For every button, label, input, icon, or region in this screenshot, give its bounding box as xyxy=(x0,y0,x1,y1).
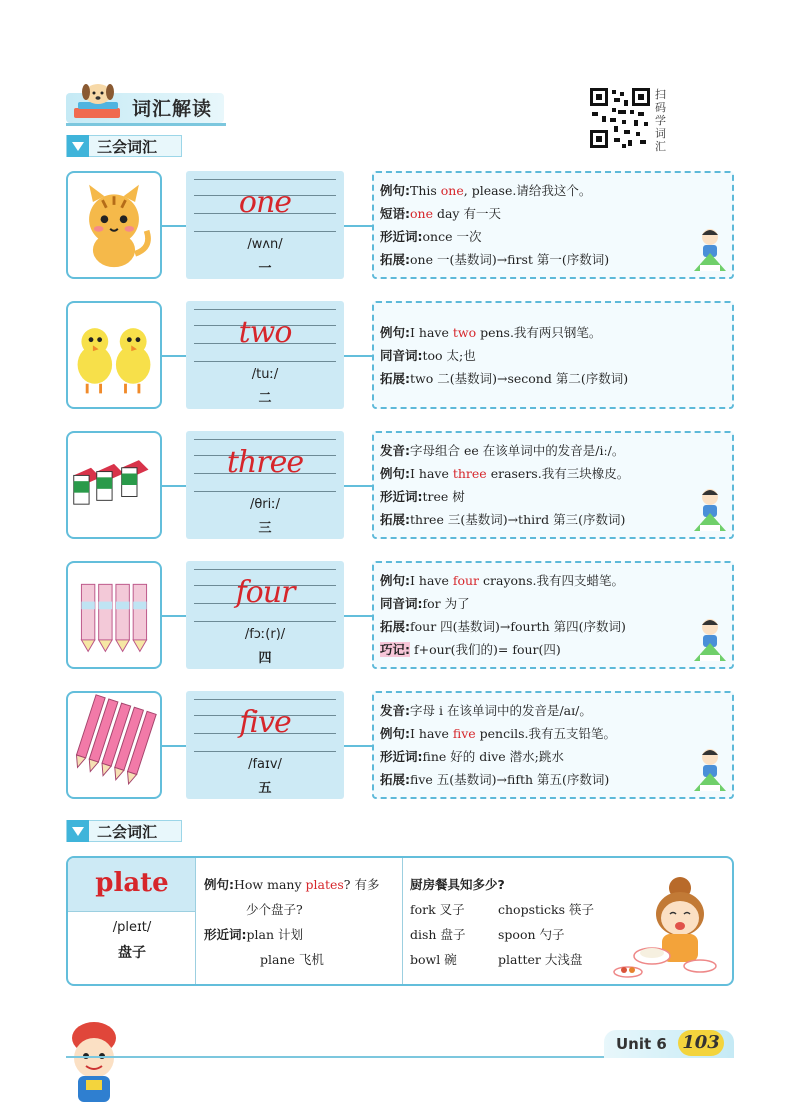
note-text: , please.请给我这个。 xyxy=(463,183,592,198)
note-line xyxy=(380,367,680,390)
connector-line xyxy=(160,355,188,357)
note-label: 拓展: xyxy=(380,619,410,634)
chinese-meaning: 四 xyxy=(258,651,272,666)
notes-box xyxy=(372,301,734,409)
plate-phonetic: /pleɪt/ xyxy=(112,920,152,935)
plate-word-cell xyxy=(68,858,196,912)
highlight-word: one xyxy=(410,206,433,221)
connector-line xyxy=(344,615,372,617)
kitchen-items xyxy=(410,897,610,972)
note-label: 例句: xyxy=(380,573,410,588)
note-label: 例句: xyxy=(380,466,410,481)
kid-on-letter-a-icon xyxy=(692,487,728,533)
note-label: 形近词: xyxy=(380,749,423,764)
note-label: 拓展: xyxy=(380,512,410,527)
page-number: 103 xyxy=(678,1030,724,1056)
note-line xyxy=(380,321,680,344)
note-label: 发音: xyxy=(380,703,410,718)
kitchen-item: bowl 碗 xyxy=(410,952,457,967)
chicks-icon xyxy=(66,301,162,409)
note-line xyxy=(380,225,680,248)
note-text: crayons.我有四支蜡笔。 xyxy=(479,573,624,588)
note-line xyxy=(380,179,680,202)
erasers-icon xyxy=(66,431,162,539)
note-text: I have xyxy=(410,573,453,588)
kitchen-item: fork 叉子 xyxy=(410,902,465,917)
connector-line xyxy=(160,745,188,747)
kitchen-item: chopsticks 筷子 xyxy=(498,902,594,917)
cat-icon xyxy=(66,171,162,279)
section-two-skill xyxy=(66,820,182,842)
note-line xyxy=(380,248,680,271)
phonetic: /tuː/ xyxy=(251,367,279,382)
section-three-skill xyxy=(66,135,182,157)
notes-box xyxy=(372,561,734,669)
kitchen-item: dish 盘子 xyxy=(410,927,466,942)
chinese-meaning: 五 xyxy=(258,781,272,796)
note-line xyxy=(380,439,680,462)
highlight-word: four xyxy=(452,573,480,588)
connector-line xyxy=(160,615,188,617)
connector-line xyxy=(160,225,188,227)
plate-word: plate xyxy=(95,868,169,898)
note-line xyxy=(380,202,680,225)
kitchen-panel xyxy=(410,872,610,972)
plate-notes xyxy=(204,872,400,972)
word-card xyxy=(186,431,344,539)
phonetic: /fɔː(r)/ xyxy=(244,627,286,642)
highlight-word: one xyxy=(440,183,464,198)
connector-line xyxy=(344,745,372,747)
note-text: 字母组合 ee 在该单词中的发音是/iː/。 xyxy=(410,443,625,458)
chinese-meaning: 二 xyxy=(258,391,272,406)
kid-on-letter-a-icon xyxy=(692,747,728,793)
note-line xyxy=(380,768,680,791)
word-card xyxy=(186,691,344,799)
note-text: f+our(我们的)= four(四) xyxy=(410,642,561,657)
note-text: pens.我有两只钢笔。 xyxy=(476,325,602,340)
note-text: five 五(基数词)→fifth 第五(序数词) xyxy=(410,772,610,787)
phonetic: /faɪv/ xyxy=(248,757,282,772)
section-title: 三会词汇 xyxy=(97,137,158,156)
note-label: 例句: xyxy=(380,726,410,741)
note-line xyxy=(380,344,680,367)
note-label: 形近词: xyxy=(380,229,423,244)
note-label: 短语: xyxy=(380,206,410,221)
note-text: fine 好的 dive 潜水;跳水 xyxy=(422,749,564,764)
note-line xyxy=(380,745,680,768)
connector-line xyxy=(160,485,188,487)
girl-eating-icon xyxy=(608,874,728,984)
note-text: day 有一天 xyxy=(432,206,501,221)
triangle-down-icon xyxy=(67,135,89,157)
highlight-word: two xyxy=(452,325,477,340)
page-title: 词汇解读 xyxy=(132,98,213,120)
note-text: erasers.我有三块橡皮。 xyxy=(486,466,630,481)
note-line xyxy=(380,699,680,722)
vocab-word: two xyxy=(238,315,292,350)
plate-example-line2: 少个盘子? xyxy=(246,902,303,917)
plate-meaning: 盘子 xyxy=(118,945,146,961)
note-label: 形近词: xyxy=(380,489,423,504)
highlight-word: three xyxy=(452,466,487,481)
vocab-word: four xyxy=(235,575,295,610)
note-label: 同音词: xyxy=(380,348,423,363)
pencils-icon xyxy=(66,691,162,799)
notes-box xyxy=(372,691,734,799)
crayons-icon xyxy=(66,561,162,669)
connector-line xyxy=(344,485,372,487)
plate-info-cell xyxy=(68,912,196,986)
note-text: too 太;也 xyxy=(422,348,476,363)
connector-line xyxy=(344,355,372,357)
kitchen-title: 厨房餐具知多少? xyxy=(410,877,505,892)
note-text: once 一次 xyxy=(422,229,482,244)
note-text: one 一(基数词)→first 第一(序数词) xyxy=(410,252,610,267)
notes-box xyxy=(372,431,734,539)
vocab-word: three xyxy=(226,445,304,480)
note-label: 例句: xyxy=(380,325,410,340)
notes-box xyxy=(372,171,734,279)
note-label: 例句: xyxy=(380,183,410,198)
note-text: I have xyxy=(410,726,453,741)
note-text: This xyxy=(410,183,441,198)
connector-line xyxy=(344,225,372,227)
kitchen-item: spoon 勺子 xyxy=(498,927,565,942)
triangle-down-icon xyxy=(67,820,89,842)
unit-label: Unit 6 xyxy=(616,1035,667,1053)
vocab-word: five xyxy=(239,705,291,740)
header-underline xyxy=(66,123,226,126)
note-line xyxy=(380,462,680,485)
note-text: four 四(基数词)→fourth 第四(序数词) xyxy=(410,619,626,634)
note-line xyxy=(380,592,680,615)
plate-example: 例句:How many plates? 有多 xyxy=(204,877,380,892)
chinese-meaning: 三 xyxy=(258,521,272,536)
note-line xyxy=(380,485,680,508)
highlight-word: five xyxy=(452,726,476,741)
plate-card xyxy=(66,856,734,986)
note-text: I have xyxy=(410,466,453,481)
word-card xyxy=(186,561,344,669)
kid-on-letter-a-icon xyxy=(692,227,728,273)
chinese-meaning: 一 xyxy=(258,261,272,276)
divider xyxy=(402,858,403,986)
word-card xyxy=(186,301,344,409)
note-text: pencils.我有五支铅笔。 xyxy=(475,726,616,741)
kid-on-letter-a-icon xyxy=(692,617,728,663)
note-line xyxy=(380,615,680,638)
phonetic: /θriː/ xyxy=(249,497,281,512)
plate-similar: 形近词:plan 计划 xyxy=(204,927,303,942)
qr-code-icon[interactable] xyxy=(588,86,652,150)
note-line xyxy=(380,722,680,745)
note-label: 拓展: xyxy=(380,371,410,386)
section-title: 二会词汇 xyxy=(97,822,158,841)
vocab-word: one xyxy=(238,185,292,220)
note-label: 巧记: xyxy=(380,642,410,657)
dog-reading-icon xyxy=(68,78,128,122)
phonetic: /wʌn/ xyxy=(247,237,283,252)
note-label: 拓展: xyxy=(380,252,410,267)
note-text: three 三(基数词)→third 第三(序数词) xyxy=(410,512,626,527)
cartoon-boy-icon xyxy=(56,1018,132,1108)
qr-caption: 扫码学词汇 xyxy=(655,88,666,153)
note-line xyxy=(380,638,680,661)
kitchen-item: platter 大浅盘 xyxy=(498,952,583,967)
note-line xyxy=(380,508,680,531)
note-text: for 为了 xyxy=(422,596,470,611)
word-card xyxy=(186,171,344,279)
note-line xyxy=(380,569,680,592)
note-label: 拓展: xyxy=(380,772,410,787)
note-text: two 二(基数词)→second 第二(序数词) xyxy=(410,371,629,386)
note-label: 发音: xyxy=(380,443,410,458)
note-text: tree 树 xyxy=(422,489,465,504)
note-text: I have xyxy=(410,325,453,340)
note-label: 同音词: xyxy=(380,596,423,611)
note-text: 字母 i 在该单词中的发音是/aɪ/。 xyxy=(410,703,592,718)
plate-similar-2: plane 飞机 xyxy=(260,952,324,967)
